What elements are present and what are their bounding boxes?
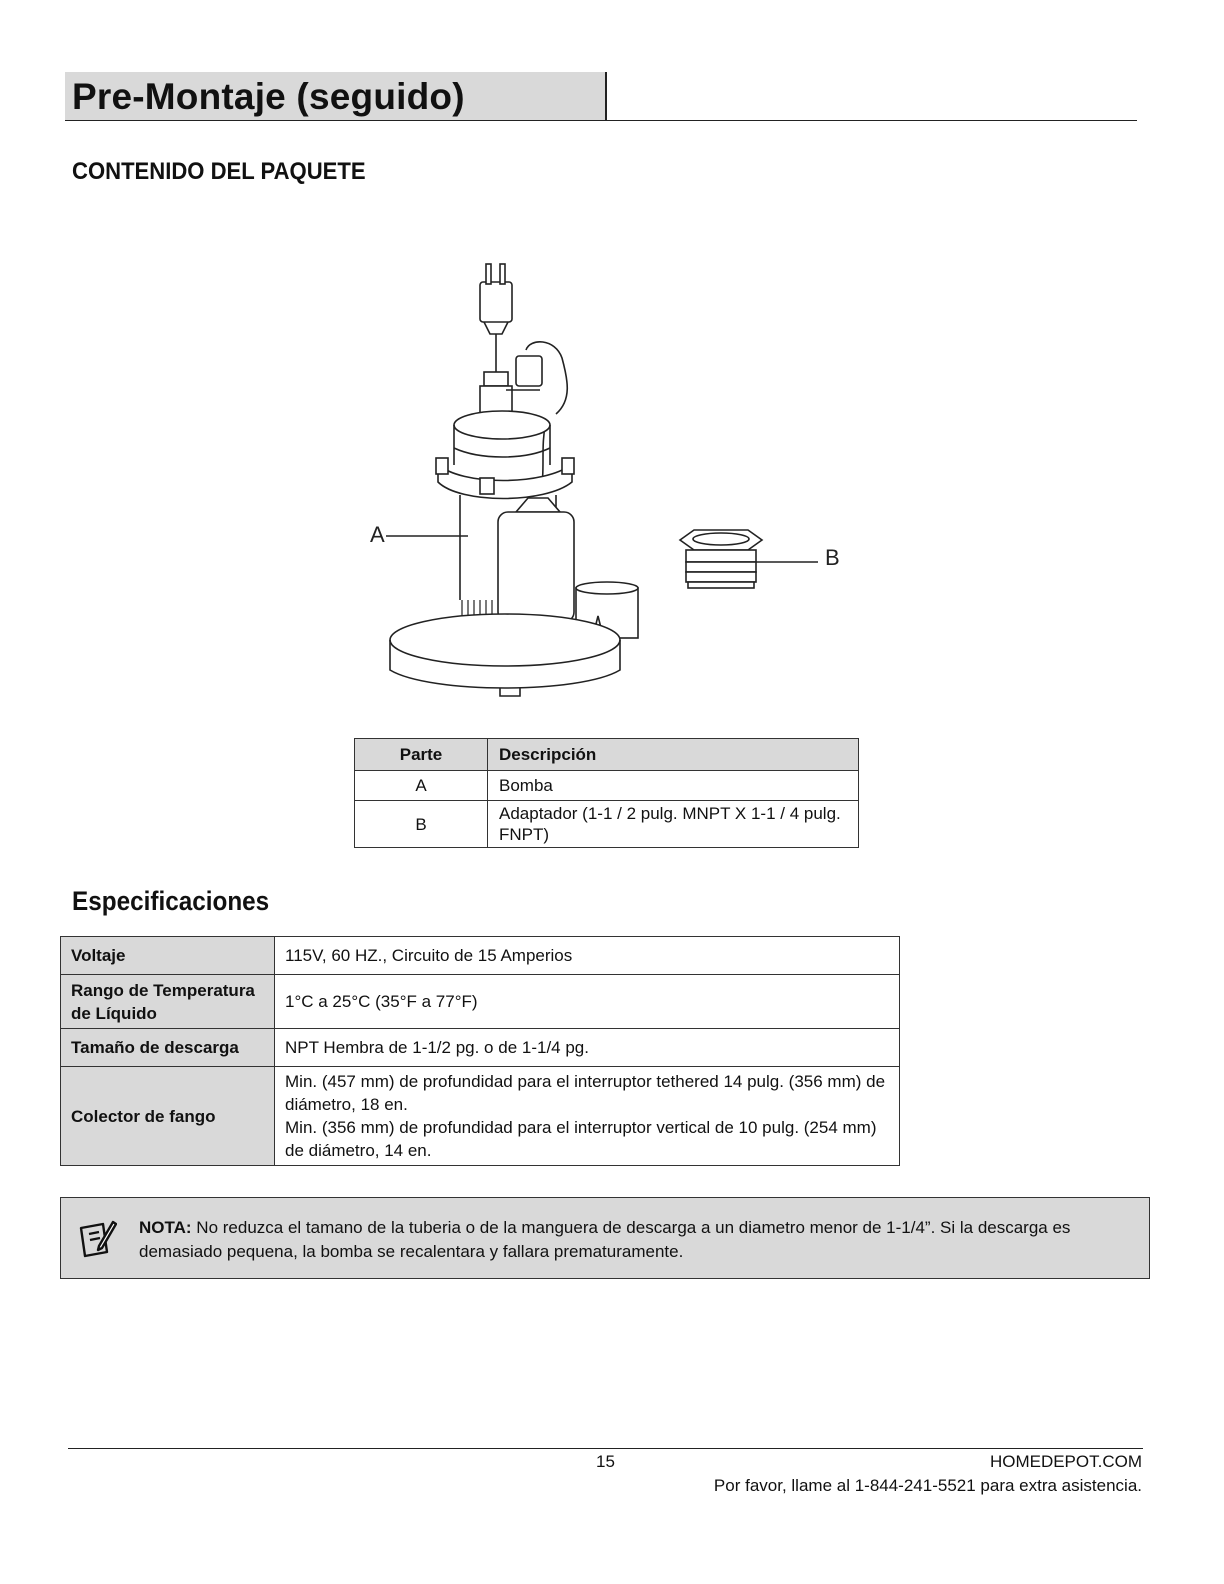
package-contents-heading: CONTENIDO DEL PAQUETE [72,158,366,185]
footer-help-line: Por favor, llame al 1-844-241-5521 para extra asistencia. [713,1476,1142,1495]
specifications-heading: Especificaciones [72,886,270,916]
table-row [61,937,900,975]
table-row [61,1067,900,1166]
note-label: NOTA: [139,1218,192,1237]
description-cell: Bomba [488,771,859,801]
parts-table-header [355,739,859,771]
page-title: Pre-Montaje (seguido) [72,76,465,117]
spec-value: 1°C a 25°C (35°F a 77°F) [275,975,900,1029]
spec-label: Tamaño de descarga [61,1029,275,1067]
part-cell: A [355,771,488,801]
note-text [139,1216,1129,1264]
note-body: No reduzca el tamano de la tuberia o de la manguera de descarga a un diametro menor de 1-1/4”. Si la descarga es demasiado pequena, la bomba se recalentara y fallara prematuramente. [139,1218,1071,1261]
page-number: 15 [596,1452,615,1471]
specifications-table [60,936,900,1166]
spec-value: 115V, 60 HZ., Circuito de 15 Amperios [275,937,900,975]
footer-rule [68,1448,1143,1449]
spec-value-line: Min. (457 mm) de profundidad para el interruptor tethered 14 pulg. (356 mm) de diámetro, 18 en. [285,1072,886,1114]
table-row [61,1029,900,1067]
column-header-description: Descripción [488,739,859,771]
spec-label: Voltaje [61,937,275,975]
description-cell: Adaptador (1-1 / 2 pulg. MNPT X 1-1 / 4 pulg. FNPT) [488,801,859,848]
note-icon [77,1218,117,1258]
callout-b: B [825,545,840,570]
header-rule [65,120,1137,121]
callout-a: A [370,522,385,547]
table-row [355,771,859,801]
table-row [355,801,859,848]
spec-label: Rango de Temperatura de Líquido [61,975,275,1029]
footer-website: HOMEDEPOT.COM [989,1452,1142,1471]
parts-table [354,738,859,848]
table-row [61,975,900,1029]
sump-pump-illustration [350,250,870,700]
spec-value-line: Min. (356 mm) de profundidad para el interruptor vertical de 10 pulg. (254 mm) de diámetro, 14 en. [285,1118,877,1160]
spec-value [275,1067,900,1166]
spec-value: NPT Hembra de 1-1/2 pg. o de 1-1/4 pg. [275,1029,900,1067]
column-header-part: Parte [355,739,488,771]
adapter-icon [680,530,818,588]
spec-label: Colector de fango [61,1067,275,1166]
part-cell: B [355,801,488,848]
note-box [60,1197,1150,1279]
plug-icon [480,264,512,372]
